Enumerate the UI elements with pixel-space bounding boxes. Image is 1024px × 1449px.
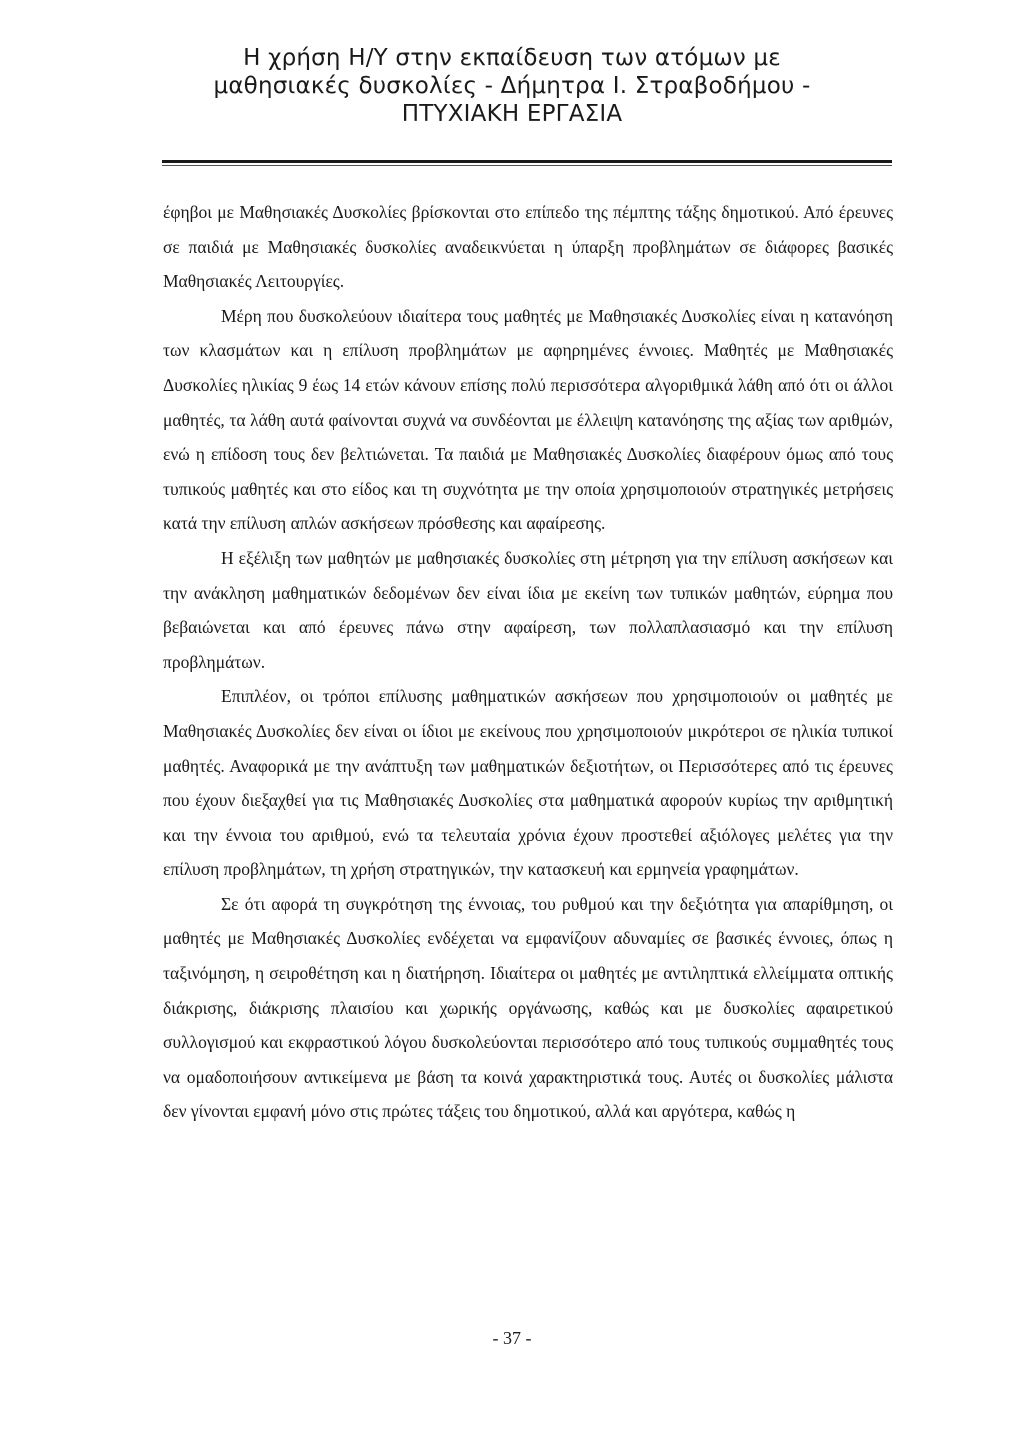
paragraph-1: έφηβοι με Μαθησιακές Δυσκολίες βρίσκονται στο επίπεδο της πέμπτης τάξης δημοτικού. Από έρευνες σε παιδιά με Μαθησιακές δυσκολίες αναδεικνύεται η ύπαρξη προβλημάτων σε διάφορες βασικές Μαθησιακές Λειτουργίες. xyxy=(163,202,893,292)
paragraph-2: Μέρη που δυσκολεύουν ιδιαίτερα τους μαθητές με Μαθησιακές Δυσκολίες είναι η κατανόηση των κλασμάτων και η επίλυση προβλημάτων με αφηρημένες έννοιες. Μαθητές με Μαθησιακές Δυσκολίες ηλικίας 9 έως 14 ετών κάνουν επίσης πολύ περισσότερα αλγοριθμικά λάθη από ότι οι άλλοι μαθητές, τα λάθη αυτά φαίνονται συχνά να συνδέονται με έλλειψη κατανόησης της αξίας των αριθμών, ενώ η επίδοση τους δεν βελτιώνεται. Τα παιδιά με Μαθησιακές Δυσκολίες διαφέρουν όμως από τους τυπικούς μαθητές και στο είδος και τη συχνότητα με την οποία χρησιμοποιούν στρατηγικές μετρήσεις κατά την επίλυση απλών ασκήσεων πρόσθεσης και αφαίρεσης. xyxy=(163,305,893,534)
header-divider-thin xyxy=(162,165,892,166)
page-number: - 37 - xyxy=(492,1328,532,1348)
paragraph-5: Σε ότι αφορά τη συγκρότηση της έννοιας, του ρυθμού και την δεξιότητα για απαρίθμηση, οι μαθητές με Μαθησιακές Δυσκολίες ενδέχεται να εμφανίζουν αδυναμίες σε βασικές έννοιες, όπως η ταξινόμηση, η σειροθέτηση και η διατήρηση. Ιδιαίτερα οι μαθητές με αντιληπτικά ελλείμματα οπτικής διάκρισης, διάκρισης πλαισίου και χωρικής οργάνωσης, καθώς και με δυσκολίες αφαιρετικού συλλογισμού και εκφραστικού λόγου δυσκολεύονται περισσότερο από τους τυπικούς συμμαθητές τους να ομαδοποιήσουν αντικείμενα με βάση τα κοινά χαρακτηριστικά τους. Αυτές οι δυσκολίες μάλιστα δεν γίνονται εμφανή μόνο στις πρώτες τάξεις του δημοτικού, αλλά και αργότερα, καθώς η xyxy=(163,893,893,1122)
header-line-2: μαθησιακές δυσκολίες - Δήμητρα Ι. Στραβοδήμου - xyxy=(213,73,811,99)
header-divider xyxy=(162,160,892,163)
header-line-3: ΠΤΥΧΙΑΚΗ ΕΡΓΑΣΙΑ xyxy=(401,101,623,127)
paragraph-4: Επιπλέον, οι τρόποι επίλυσης μαθηματικών ασκήσεων που χρησιμοποιούν οι μαθητές με Μαθησιακές Δυσκολίες δεν είναι οι ίδιοι με εκείνους που χρησιμοποιούν μικρότεροι σε ηλικία τυπικοί μαθητές. Αναφορικά με την ανάπτυξη των μαθηματικών δεξιοτήτων, οι Περισσότερες από τις έρευνες που έχουν διεξαχθεί για τις Μαθησιακές Δυσκολίες στα μαθηματικά αφορούν κυρίως την αριθμητική και την έννοια του αριθμού, ενώ τα τελευταία χρόνια έχουν προστεθεί αξιόλογες μελέτες για την επίλυση προβλημάτων, τη χρήση στρατηγικών, την κατασκευή και ερμηνεία γραφημάτων. xyxy=(163,686,893,880)
header-line-1: Η χρήση Η/Υ στην εκπαίδευση των ατόμων με xyxy=(243,45,781,71)
document-body xyxy=(163,195,893,1129)
running-header xyxy=(0,44,1024,128)
paragraph-3: Η εξέλιξη των μαθητών με μαθησιακές δυσκολίες στη μέτρηση για την επίλυση ασκήσεων και την ανάκληση μαθηματικών δεδομένων δεν είναι ίδια με εκείνη των τυπικών μαθητών, εύρημα που βεβαιώνεται και από έρευνες πάνω στην αφαίρεση, των πολλαπλασιασμό και την επίλυση προβλημάτων. xyxy=(163,547,893,672)
